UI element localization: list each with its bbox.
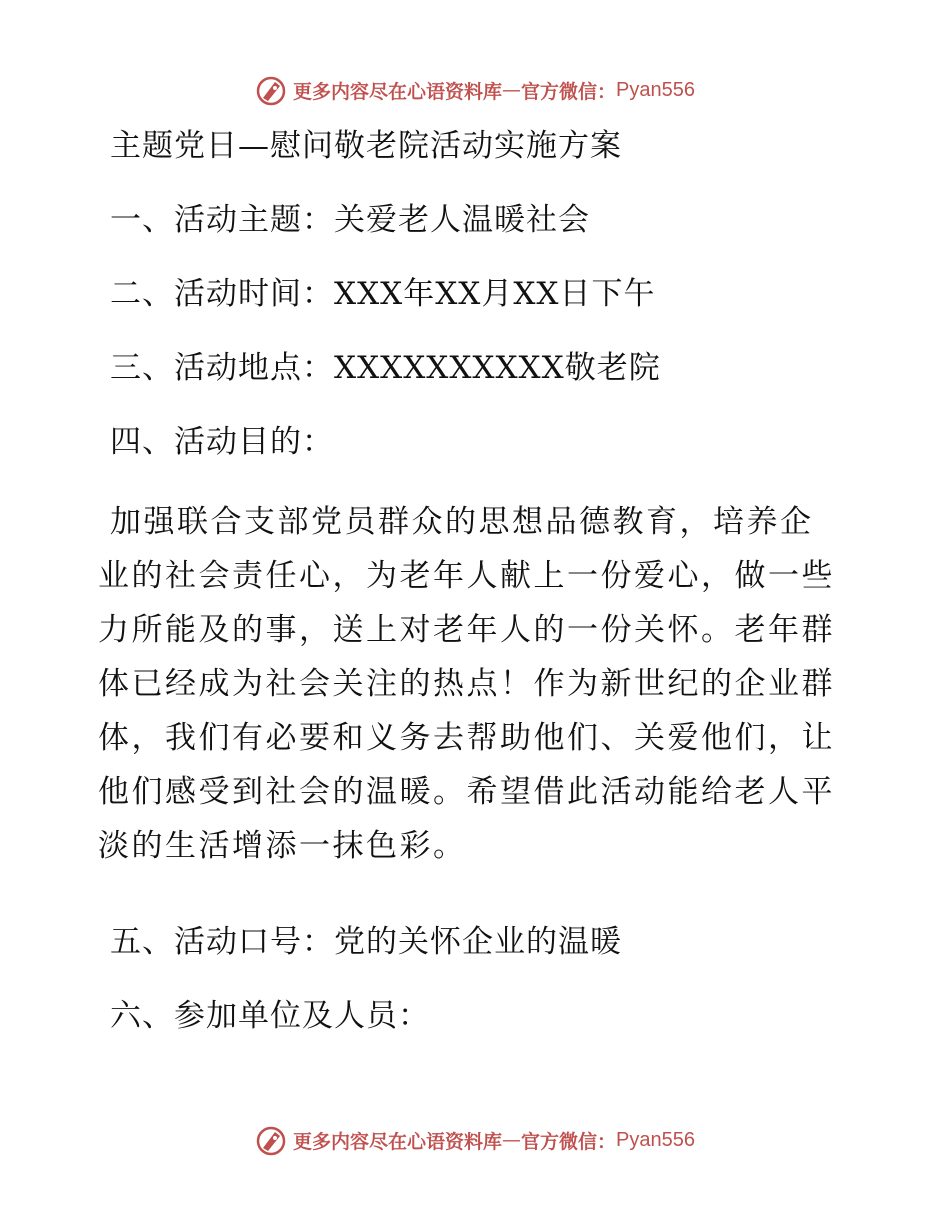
banner-separator: —: [502, 1129, 522, 1151]
paragraph-line: 体，我们有必要和义务去帮助他们、关爱他们，让: [98, 720, 835, 756]
banner-wechat-label: 官方微信：: [521, 1130, 617, 1153]
banner-separator: —: [502, 79, 522, 101]
pen-nib-logo-icon: [255, 1124, 287, 1156]
paragraph-line: 体已经成为社会关注的热点！作为新世纪的企业群: [98, 666, 835, 702]
section-time: 二、活动时间：XXX年XX月XX日下午: [110, 276, 656, 312]
banner-text: 更多内容尽在心语资料库: [293, 80, 503, 103]
paragraph-line: 他们感受到社会的温暖。希望借此活动能给老人平: [98, 774, 835, 810]
paragraph-line: 力所能及的事，送上对老年人的一份关怀。老年群: [98, 612, 835, 648]
section-participants: 六、参加单位及人员：: [110, 998, 430, 1034]
section-purpose: 四、活动目的：: [110, 424, 334, 460]
banner-wechat-id: Pyan556: [616, 1128, 695, 1151]
banner-wechat-id: Pyan556: [616, 78, 695, 101]
paragraph-line: 加强联合支部党员群众的思想品德教育，培养企: [110, 504, 814, 540]
purpose-paragraph: [98, 495, 858, 873]
section-slogan: 五、活动口号：党的关怀企业的温暖: [110, 924, 622, 960]
section-location: 三、活动地点：XXXXXXXXXX敬老院: [110, 350, 661, 386]
banner-text: 更多内容尽在心语资料库: [293, 1130, 503, 1153]
footer-banner: [0, 1120, 950, 1160]
paragraph-line: 业的社会责任心，为老年人献上一份爱心，做一些: [98, 558, 835, 594]
section-theme: 一、活动主题：关爱老人温暖社会: [110, 202, 590, 238]
document-title: 主题党日—慰问敬老院活动实施方案: [110, 128, 622, 164]
banner-wechat-label: 官方微信：: [521, 80, 617, 103]
paragraph-line: 淡的生活增添一抹色彩。: [98, 828, 467, 864]
